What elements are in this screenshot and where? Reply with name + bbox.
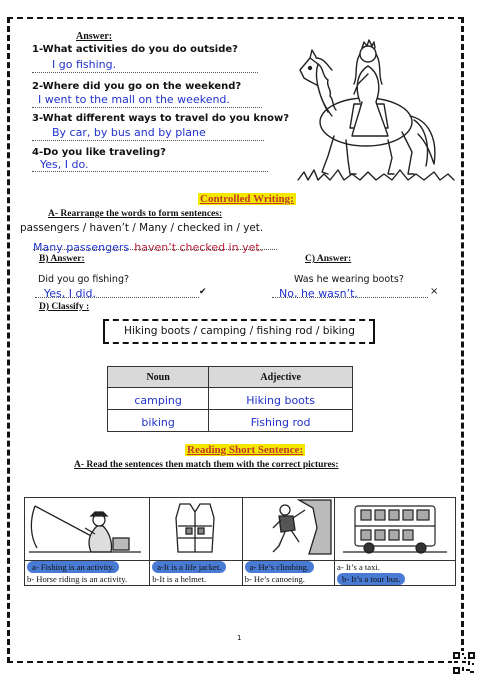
answer-line-1 [32, 72, 258, 73]
picture-cell-jacket [150, 498, 242, 561]
reading-heading: A- Read the sentences then match them with the correct pictures: [74, 460, 339, 470]
tour-bus-image [335, 498, 455, 556]
option-a[interactable]: a- Fishing is an activity. [25, 561, 149, 573]
fisherman-image [25, 498, 145, 556]
question-3: 3-What different ways to travel do you know? [32, 113, 289, 124]
scrambled-words: passengers / haven’t / Many / checked in / yet. [20, 222, 264, 234]
answer-part-2: haven’t checked in yet. [134, 241, 264, 254]
option-b[interactable]: b- It’s a tour bus. [335, 573, 455, 585]
c-answer-heading: C) Answer: [305, 254, 352, 264]
reading-title: Reading Short Sentence: [187, 444, 304, 456]
check-mark: ✔ [199, 287, 207, 297]
option-a[interactable]: a- He’s climbing. [243, 561, 334, 573]
picture-cell-climbing [242, 498, 334, 561]
b-answer: Yes, I did. [44, 287, 97, 300]
table-cell: biking [108, 410, 209, 432]
c-answer: No, he wasn’t. [279, 287, 358, 300]
qr-code-icon [452, 651, 476, 675]
b-answer-heading: B) Answer: [39, 254, 85, 264]
table-cell: camping [108, 388, 209, 410]
answer-heading: Answer: [76, 31, 113, 42]
question-4: 4-Do you like traveling? [32, 147, 166, 158]
answer-line-2 [32, 107, 262, 108]
question-1: 1-What activities do you do outside? [32, 44, 238, 55]
picture-match-table [24, 497, 456, 586]
answer-4: Yes, I do. [40, 158, 89, 171]
options-cell-4 [335, 561, 456, 586]
life-jacket-image [150, 498, 240, 556]
classify-table [107, 366, 353, 432]
picture-cell-bus [335, 498, 456, 561]
noun-header: Noun [108, 367, 209, 388]
controlled-writing-title: Controlled Writing: [200, 193, 294, 205]
options-cell-3 [242, 561, 334, 586]
answer-3: By car, by bus and by plane [52, 126, 206, 139]
answer-line-4 [32, 171, 268, 172]
page-number: 1 [237, 634, 242, 642]
option-a[interactable]: a-It is a life jacket. [150, 561, 241, 573]
options-cell-1 [25, 561, 150, 586]
c-question: Was he wearing boots? [294, 274, 404, 285]
question-2: 2-Where did you go on the weekend? [32, 81, 242, 92]
cross-mark: × [430, 286, 439, 297]
rearranged-answer [33, 236, 263, 255]
answer-2: I went to the mall on the weekend. [38, 93, 230, 106]
table-cell: Fishing rod [209, 410, 353, 432]
classify-heading: D) Classify : [39, 302, 90, 312]
c-answer-line [272, 297, 428, 298]
option-b[interactable]: b-It is a helmet. [152, 574, 207, 584]
climber-image [243, 498, 333, 556]
options-cell-2 [150, 561, 242, 586]
option-b[interactable]: b- Horse riding is an activity. [27, 574, 128, 584]
option-b[interactable]: b- He’s canoeing. [244, 574, 305, 584]
rearrange-heading: A- Rearrange the words to form sentences: [48, 209, 223, 219]
table-cell: Hiking boots [209, 388, 353, 410]
answer-1: I go fishing. [52, 58, 117, 71]
answer-part-1: Many passengers [33, 241, 130, 254]
rearrange-line [33, 249, 277, 250]
word-box-text: Hiking boots / camping / fishing rod / biking [124, 325, 355, 337]
answer-line-3 [32, 140, 264, 141]
princess-horse-illustration [288, 24, 458, 194]
picture-cell-fishing [25, 498, 150, 561]
adjective-header: Adjective [209, 367, 353, 388]
option-a[interactable]: a- It’s a taxi. [337, 562, 380, 572]
b-answer-line [35, 297, 199, 298]
b-question: Did you go fishing? [38, 274, 130, 285]
